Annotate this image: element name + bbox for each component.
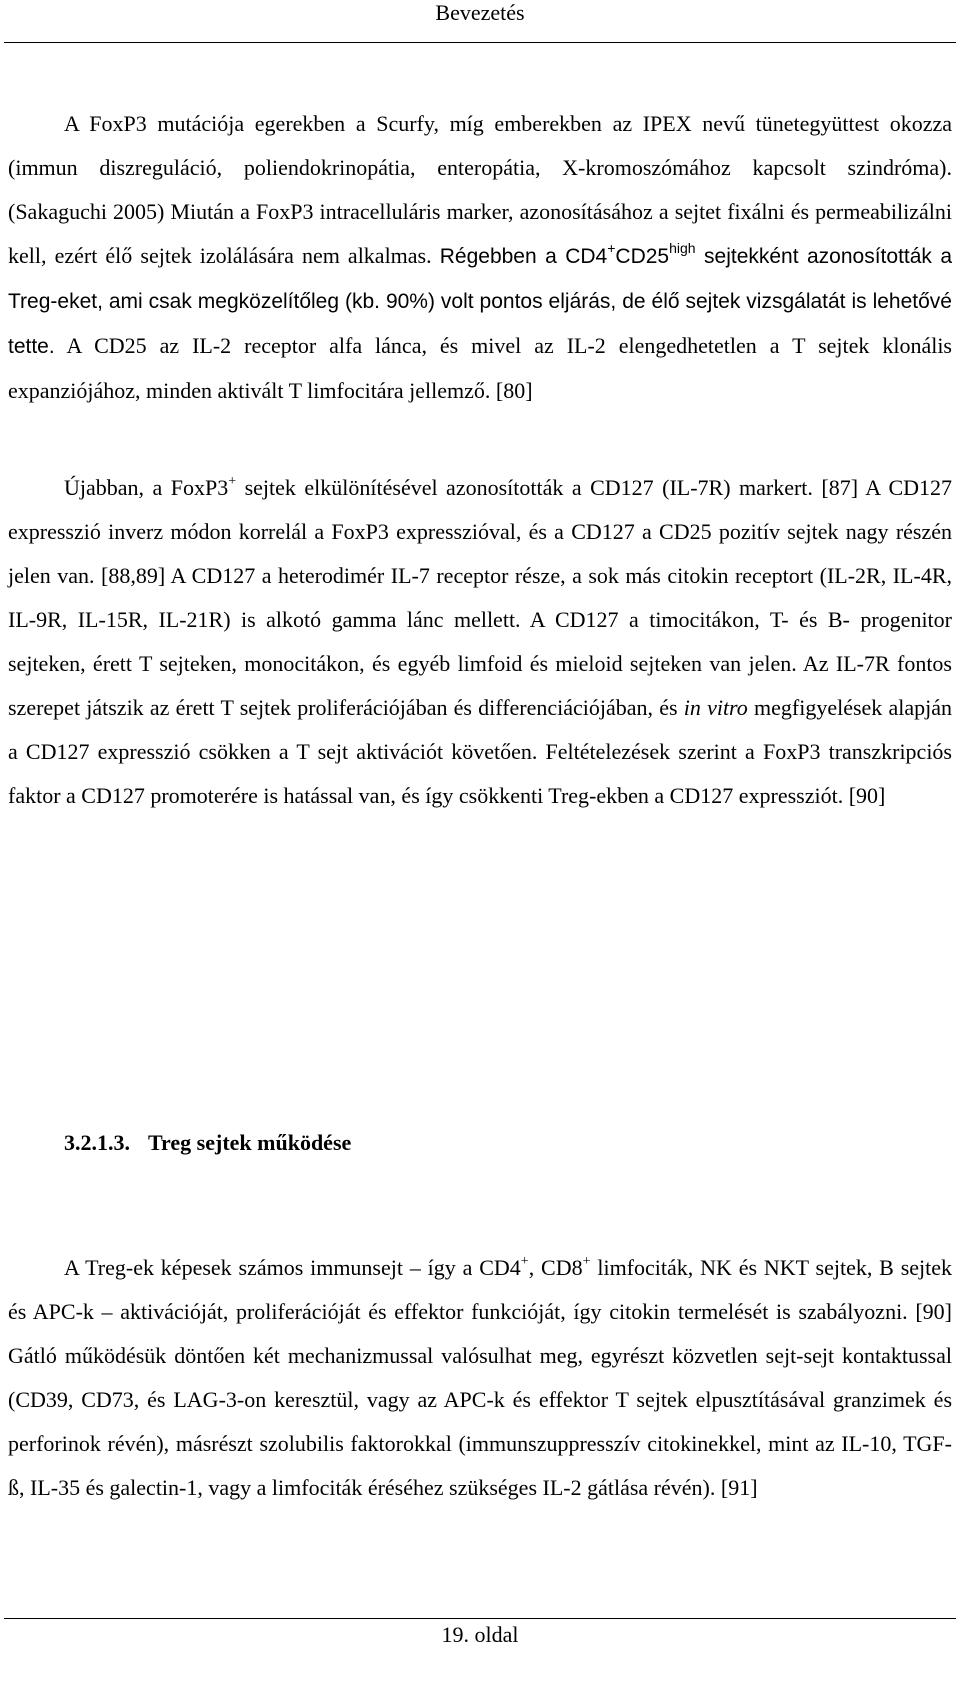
- p1-text-e: A CD25 az IL-2 receptor alfa lánca, és mivel az IL-2 elengedhetetlen a T sejtek klonális expanziójához, minden aktivált T limfocitára jellemző. [80]: [8, 333, 952, 403]
- p1-text-b: Régebben a CD4: [439, 245, 608, 268]
- p2-italic-in-vitro: in vitro: [683, 695, 748, 720]
- p2-text-b: sejtek elkülönítésével azonosították a CD127 (IL-7R) markert. [87] A CD127 expresszió inverz módon korrelál a FoxP3 expresszióval, és a CD127 a CD25 pozitív sejtek nagy részén jelen van. [88,89] A CD127 a heterodimér IL-7 receptor része, a sok más citokin receptort (IL-2R, IL-4R, IL-9R, IL-15R, IL-21R) is alkotó gamma lánc mellett. A CD127 a timocitákon, T- és B- progenitor sejteken, érett T sejteken, monocitákon, és egyéb limfoid és mieloid sejteken van jelen. Az IL-7R fontos szerepet játszik az érett T sejtek proliferációjában és differenciációjában, és: [8, 475, 953, 720]
- p3-text-c: limfociták, NK és NKT sejtek, B sejtek és APC-k – aktivációját, proliferációját és effektor funkcióját, így citokin termelését is szabályozni. [90] Gátló működésük döntően két mechanizmussal valósulhat meg, egyrészt közvetlen sejt-sejt kontaktussal (CD39, CD73, és LAG-3-on keresztül, vagy az APC-k és effektor T sejtek elpusztításával granzimek és perforinok révén), másrészt szolubilis faktorokkal (immunszuppresszív citokinekkel, mint az IL-10, TGF-ß, IL-35 és galectin-1, vagy a limfociták éréséhez szükséges IL-2 gátlása révén). [91]: [8, 1255, 953, 1500]
- p1-superscript-plus: +: [607, 240, 616, 256]
- section-title: Treg sejtek működése: [148, 1130, 352, 1155]
- page-number: 19. oldal: [441, 1622, 519, 1647]
- p1-text-a: A FoxP3 mutációja egerekben a Scurfy, míg emberekben az IPEX nevű tünetegyüttest okozza (immun diszreguláció, poliendokrinopátia, enteropátia, X-kromoszómához kapcsolt szindróma). (Sakaguchi 2005) Miután a FoxP3 intracelluláris marker, azonosításához a sejtet fixálni és permeabilizálni kell, ezért élő sejtek izolálására nem alkalmas.: [8, 111, 952, 268]
- paragraph-foxp3-mutation: [8, 102, 952, 413]
- p1-text-d: sejtekként azonosították a Treg-eket, ami csak megközelítőleg (kb. 90%) volt pontos eljárás, de élő sejtek vizsgálatát is lehetővé tette.: [8, 245, 953, 358]
- footer-divider: [4, 1618, 956, 1619]
- p2-text-c: megfigyelések alapján a CD127 expresszió csökken a T sejt aktivációt követően. Feltételezések szerint a FoxP3 transzkripciós faktor a CD127 promoterére is hatással van, és így csökkenti Treg-ekben a CD127 expressziót. [90]: [8, 695, 953, 808]
- p3-superscript-cd8: +: [582, 1254, 591, 1269]
- paragraph-treg-function: [8, 1246, 952, 1510]
- p3-text-a: A Treg-ek képesek számos immunsejt – így a CD4: [64, 1255, 521, 1280]
- p2-superscript-plus: +: [228, 474, 237, 489]
- p3-text-b: , CD8: [528, 1255, 583, 1280]
- p1-text-c: CD25: [615, 245, 670, 268]
- p1-superscript-high: high: [669, 240, 696, 256]
- header-divider: [4, 42, 956, 43]
- section-heading: [64, 1128, 351, 1158]
- p3-superscript-cd4: +: [520, 1254, 529, 1269]
- p2-text-a: Újabban, a FoxP3: [64, 475, 229, 500]
- section-number: 3.2.1.3.: [64, 1130, 130, 1155]
- paragraph-cd127-marker: [8, 466, 952, 818]
- running-header: Bevezetés: [435, 0, 525, 25]
